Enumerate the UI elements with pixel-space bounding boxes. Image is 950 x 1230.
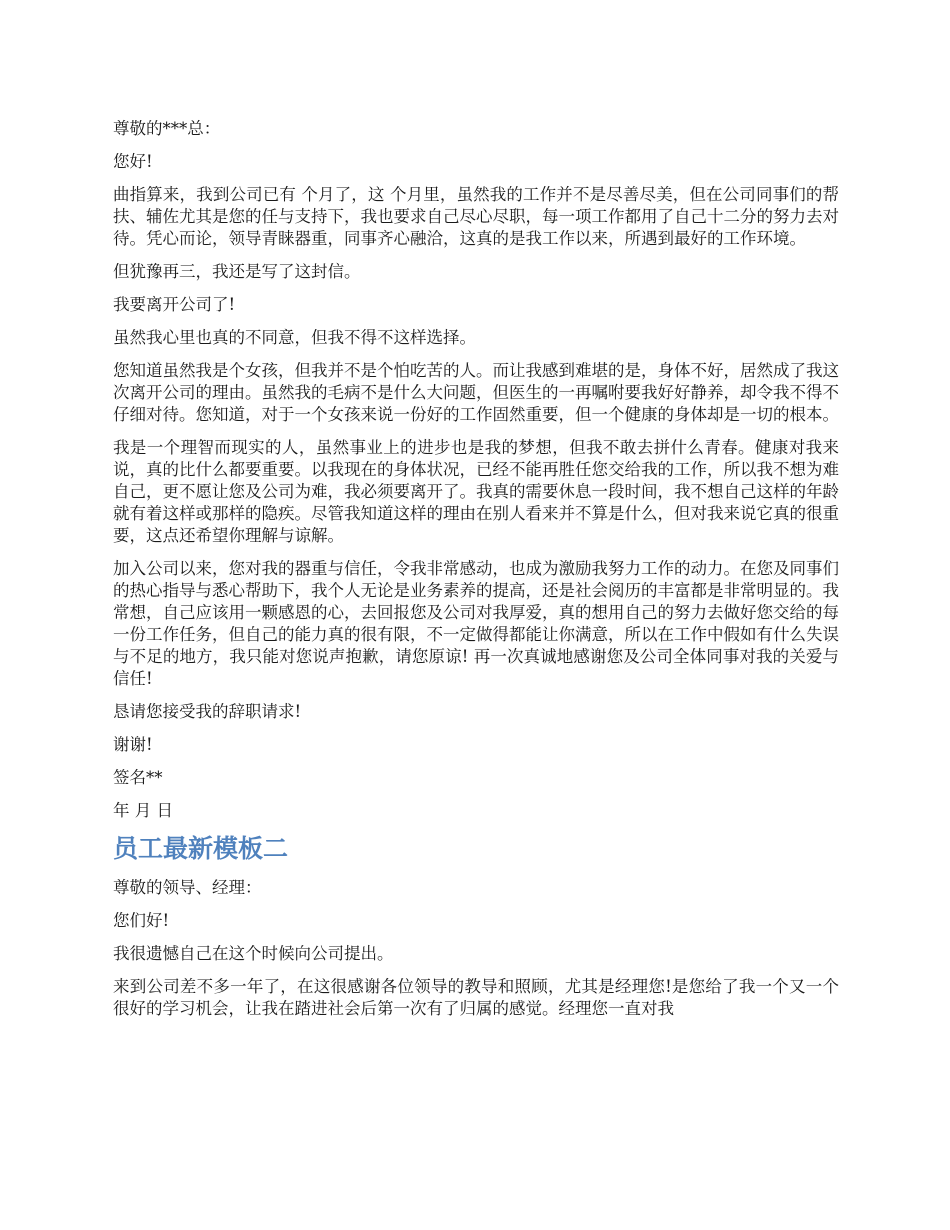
- body-paragraph: 我要离开公司了!: [113, 295, 236, 314]
- section-heading: 员工最新模板二: [113, 834, 289, 863]
- greeting: 您好!: [113, 152, 153, 171]
- body-paragraph: 来到公司差不多一年了，在这很感谢各位领导的教导和照顾，尤其是经理您!是您给了我一个又一个很好的学习机会，让我在踏进社会后第一次有了归属的感觉。经理您一直对我: [113, 977, 839, 1018]
- date-line: 年 月 日: [113, 801, 173, 820]
- body-paragraph: 加入公司以来，您对我的器重与信任，令我非常感动，也成为激励我努力工作的动力。在您及同事们的热心指导与悉心帮助下，我个人无论是业务素养的提高，还是社会阅历的丰富都是非常明显的。我常想，自己应该用一颗感恩的心，去回报您及公司对我厚爱，真的想用自己的努力去做好您交给的每一份工作任务，但自己的能力真的很有限，不一定做得都能让你满意，所以在工作中假如有什么失误与不足的地方，我只能对您说声抱歉，请您原谅! 再一次真诚地感谢您及公司全体同事对我的关爱与信任!: [113, 559, 839, 688]
- signature: 签名**: [113, 768, 163, 787]
- greeting: 您们好!: [113, 911, 170, 930]
- body-paragraph: 我很遗憾自己在这个时候向公司提出。: [113, 944, 394, 963]
- body-paragraph: 您知道虽然我是个女孩，但我并不是个怕吃苦的人。而让我感到难堪的是，身体不好，居然成了我这次离开公司的理由。虽然我的毛病不是什么大问题，但医生的一再嘱咐要我好好静养，却令我不得不仔细对待。您知道，对于一个女孩来说一份好的工作固然重要，但一个健康的身体却是一切的根本。: [113, 361, 839, 424]
- thanks: 谢谢!: [113, 735, 153, 754]
- body-paragraph: 虽然我心里也真的不同意，但我不得不这样选择。: [113, 328, 476, 347]
- body-paragraph: 我是一个理智而现实的人，虽然事业上的进步也是我的梦想，但我不敢去拼什么青春。健康对我来说，真的比什么都要重要。以我现在的身体状况，已经不能再胜任您交给我的工作，所以我不想为难自己，更不愿让您及公司为难，我必须要离开了。我真的需要休息一段时间，我不想自己这样的年龄就有着这样或那样的隐疾。尽管我知道这样的理由在别人看来并不算是什么，但对我来说它真的很重要，这点还希望你理解与谅解。: [113, 438, 839, 545]
- document-page: [113, 118, 839, 1031]
- body-paragraph: 曲指算来，我到公司已有 个月了，这 个月里，虽然我的工作并不是尽善尽美，但在公司同事们的帮扶、辅佐尤其是您的任与支持下，我也要求自己尽心尽职，每一项工作都用了自己十二分的努力去对待。凭心而论，领导青睐器重，同事齐心融洽，这真的是我工作以来，所遇到最好的工作环境。: [113, 185, 839, 248]
- closing-request: 恳请您接受我的辞职请求!: [113, 702, 302, 721]
- body-paragraph: 但犹豫再三，我还是写了这封信。: [113, 262, 361, 281]
- salutation: 尊敬的***总：: [113, 119, 221, 138]
- salutation: 尊敬的领导、经理：: [113, 878, 262, 897]
